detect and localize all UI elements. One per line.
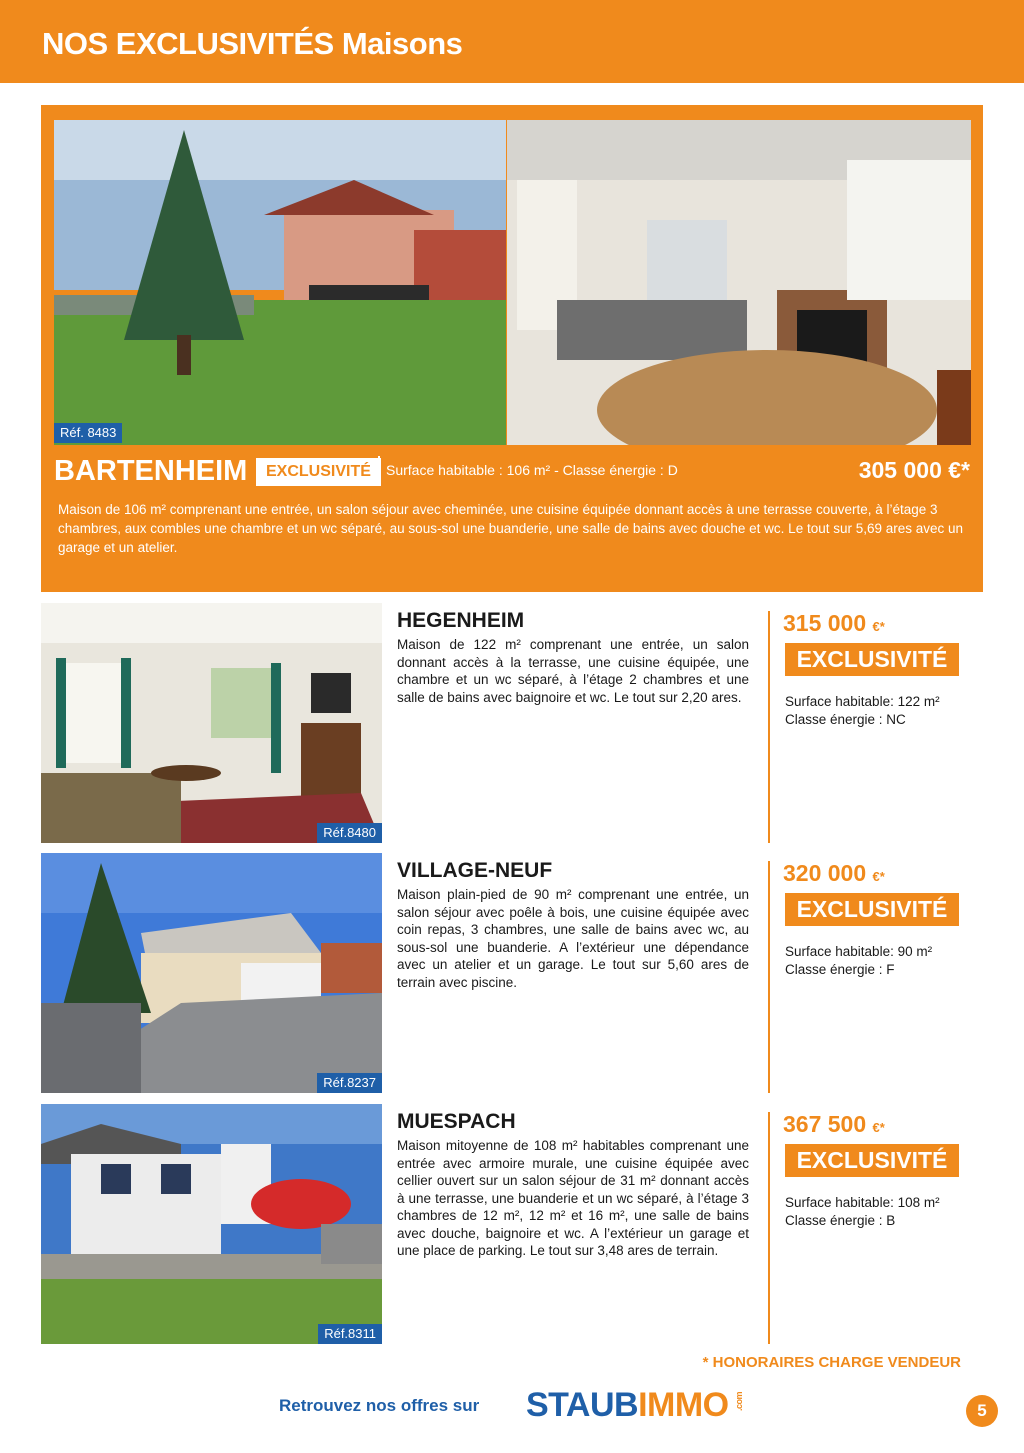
featured-city: BARTENHEIM xyxy=(54,455,248,487)
logo-part-com: .com xyxy=(734,1392,744,1412)
listing-card[interactable] xyxy=(41,1104,971,1344)
featured-separator xyxy=(378,456,380,484)
featured-surface-energy: Surface habitable : 106 m² - Classe énergie : D xyxy=(386,462,678,478)
featured-listing[interactable] xyxy=(41,105,983,592)
listing-details xyxy=(785,943,932,979)
listing-divider xyxy=(768,611,770,843)
listing-photo xyxy=(41,603,382,843)
honoraires-note: * HONORAIRES CHARGE VENDEUR xyxy=(702,1354,961,1371)
listing-description: Maison mitoyenne de 108 m² habitables comprenant une entrée avec armoire murale, une cuisine équipée avec cellier ouvert sur un salon séjour de 31 m² donnant accès à une terrasse, une buanderie et un wc séparé, à l’étage 3 chambres de 12 m², 12 m² et 16 m², une salle de bains avec douche, baignoire et wc. A l’extérieur un garage et une place de parking. Le tout sur 3,48 ares de terrain. xyxy=(397,1138,749,1258)
listing-exclusivite-badge: EXCLUSIVITÉ xyxy=(785,893,959,926)
listing-surface: Surface habitable: 122 m² xyxy=(785,694,940,709)
featured-ref: Réf. 8483 xyxy=(54,423,122,443)
listing-exclusivite-badge: EXCLUSIVITÉ xyxy=(785,1144,959,1177)
listing-description: Maison de 122 m² comprenant une entrée, un salon donnant accès à la terrasse, une cuisine équipée, une chambre et un wc séparé, à l’étage 2 chambres et une salle de bains avec baignoire et wc. Le tout sur 2,20 ares. xyxy=(397,637,749,705)
listing-city: MUESPACH xyxy=(397,1110,516,1133)
listing-card[interactable] xyxy=(41,603,971,843)
listing-details xyxy=(785,693,940,729)
listing-price: 315 000 €* xyxy=(783,610,885,636)
page-number: 5 xyxy=(966,1395,998,1427)
listing-surface: Surface habitable: 108 m² xyxy=(785,1195,940,1210)
page-title: NOS EXCLUSIVITÉS Maisons xyxy=(42,26,463,61)
staubimmo-logo[interactable] xyxy=(526,1386,744,1425)
listing-energy: Classe énergie : B xyxy=(785,1213,896,1228)
logo-part-immo: IMMO xyxy=(638,1386,729,1424)
page-header xyxy=(0,0,1024,83)
listing-photo xyxy=(41,1104,382,1344)
listing-surface: Surface habitable: 90 m² xyxy=(785,944,933,959)
listing-description: Maison plain-pied de 90 m² comprenant une entrée, un salon séjour avec poêle à bois, une cuisine équipée avec coin repas, 3 chambres, une salle de bains avec wc, au sous-sol une buanderie. A l’extérieur une dépendance avec un atelier et un garage. Le tout sur 5,60 ares de terrain avec piscine. xyxy=(397,887,749,990)
listing-card[interactable] xyxy=(41,853,971,1093)
listing-ref: Réf.8311 xyxy=(318,1324,382,1344)
logo-part-staub: STAUB xyxy=(526,1386,639,1424)
featured-price: 305 000 €* xyxy=(858,457,970,483)
listing-ref: Réf.8480 xyxy=(317,823,382,843)
listing-price: 367 500 €* xyxy=(783,1111,885,1137)
listing-energy: Classe énergie : NC xyxy=(785,712,906,727)
listing-photo xyxy=(41,853,382,1093)
listing-divider xyxy=(768,1112,770,1344)
listing-energy: Classe énergie : F xyxy=(785,962,895,977)
featured-exterior-photo xyxy=(54,120,506,445)
listing-exclusivite-badge: EXCLUSIVITÉ xyxy=(785,643,959,676)
listing-city: VILLAGE-NEUF xyxy=(397,859,553,882)
listing-details xyxy=(785,1194,940,1230)
listing-divider xyxy=(768,861,770,1093)
featured-interior-photo xyxy=(507,120,971,445)
retrouvez-text: Retrouvez nos offres sur xyxy=(279,1396,480,1415)
featured-exclusivite-badge: EXCLUSIVITÉ xyxy=(256,458,381,486)
featured-description: Maison de 106 m² comprenant une entrée, un salon séjour avec cheminée, une cuisine équipée donnant accès à une terrasse couverte, à l’étage 3 chambres, aux combles une chambre et un wc séparé, au sous-sol une buanderie, une salle de bains avec douche et wc. Le tout sur 5,69 ares avec un garage et un atelier. xyxy=(58,502,964,555)
listing-price: 320 000 €* xyxy=(783,860,885,886)
listing-ref: Réf.8237 xyxy=(317,1073,382,1093)
listing-city: HEGENHEIM xyxy=(397,609,525,632)
